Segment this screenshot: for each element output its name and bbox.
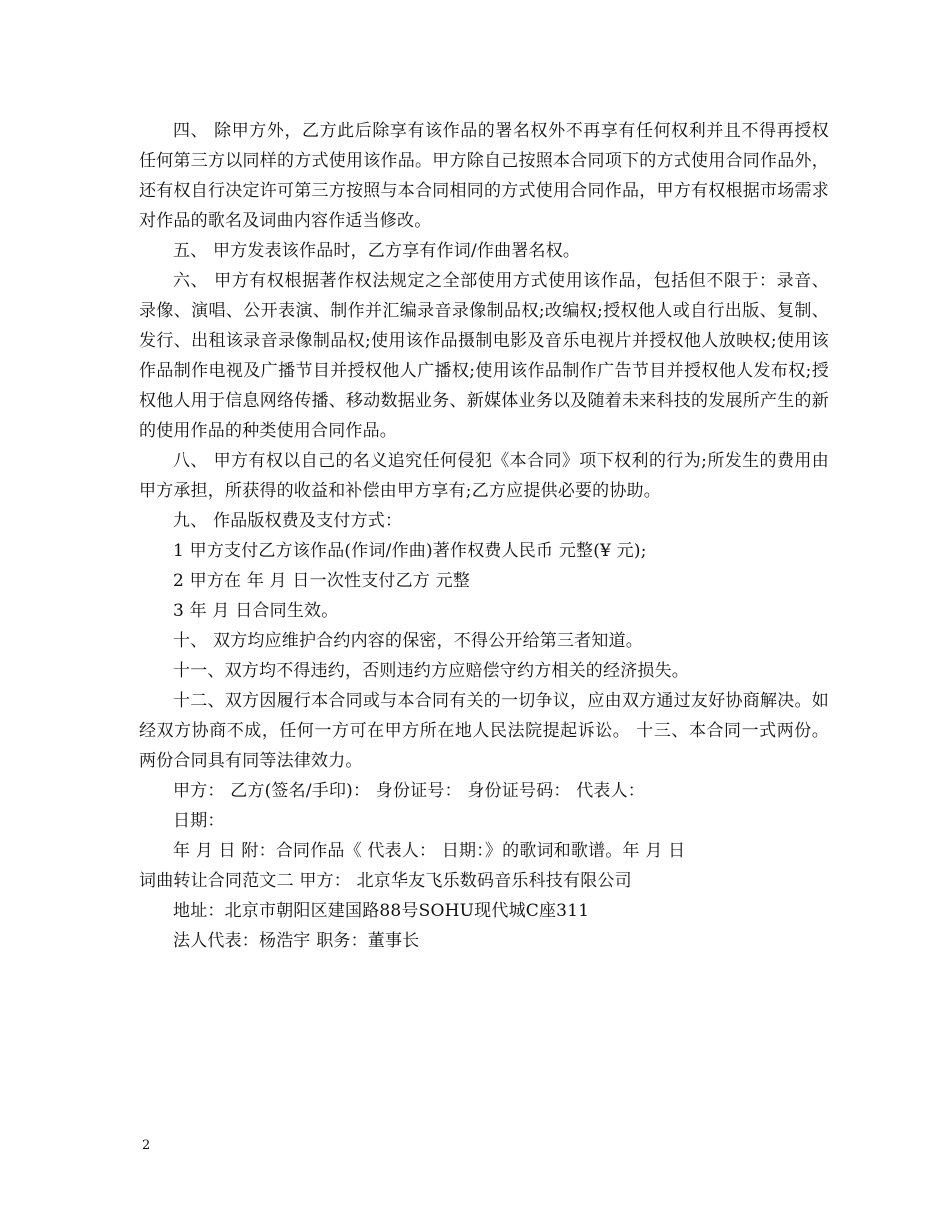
second-contract-heading-line: 词曲转让合同范文二 甲方： 北京华友飞乐数码音乐科技有限公司 (139, 871, 632, 891)
address-line: 地址：北京市朝阳区建国路88号SOHU现代城C座311 (173, 901, 590, 921)
clause-12-13-paragraph: 十二、双方因履行本合同或与本合同有关的一切争议，应由双方通过友好协商解决。如经双方协商不成，任何一方可在甲方所在地人民法院提起诉讼。 十三、本合同一式两份。两份合同具有同等法律效力。 (139, 691, 829, 771)
clause-9-paragraph: 九、 作品版权费及支付方式： (173, 511, 403, 531)
clause-8-paragraph: 八、 甲方有权以自己的名义追究任何侵犯《本合同》项下权利的行为;所发生的费用由甲方承担，所获得的收益和补偿由甲方享有;乙方应提供必要的协助。 (139, 451, 829, 501)
clause-4-paragraph: 四、 除甲方外，乙方此后除享有该作品的署名权外不再享有任何权利并且不得再授权任何第三方以同样的方式使用该作品。甲方除自己按照本合同项下的方式使用合同作品外，还有权自行决定许可第三方按照与本合同相同的方式使用合同作品，甲方有权根据市场需求对作品的歌名及词曲内容作适当修改。 (139, 121, 829, 231)
appendix-line: 年 月 日 附：合同作品《 代表人： 日期：》的歌词和歌谱。年 月 日 (173, 841, 686, 861)
legal-representative-line: 法人代表：杨浩宇 职务：董事长 (173, 931, 420, 951)
page-number: 2 (142, 1138, 151, 1153)
payment-item-1: 1 甲方支付乙方该作品(作词/作曲)著作权费人民币 元整(¥ 元); (173, 541, 647, 561)
date-line: 日期： (173, 811, 225, 831)
clause-10-paragraph: 十、 双方均应维护合约内容的保密，不得公开给第三者知道。 (173, 631, 644, 651)
clause-6-paragraph: 六、 甲方有权根据著作权法规定之全部使用方式使用该作品，包括但不限于：录音、录像、演唱、公开表演、制作并汇编录音录像制品权;改编权;授权他人或自行出版、复制、发行、出租该录音录像制品权;使用该作品摄制电影及音乐电视片并授权他人放映权;使用该作品制作电视及广播节目并授权他人广播权;使用该作品制作广告节目并授权他人发布权;授权他人用于信息网络传播、移动数据业务、新媒体业务以及随着未来科技的发展所产生的新的使用作品的种类使用合同作品。 (139, 271, 829, 441)
clause-5-paragraph: 五、 甲方发表该作品时，乙方享有作词/作曲署名权。 (173, 241, 581, 261)
payment-item-2: 2 甲方在 年 月 日一次性支付乙方 元整 (173, 571, 471, 591)
payment-item-3: 3 年 月 日合同生效。 (173, 601, 339, 621)
signature-line: 甲方： 乙方(签名/手印)： 身份证号： 身份证号码： 代表人： (173, 781, 646, 801)
clause-11-paragraph: 十一、双方均不得违约，否则违约方应赔偿守约方相关的经济损失。 (173, 661, 689, 681)
document-body (139, 116, 829, 956)
